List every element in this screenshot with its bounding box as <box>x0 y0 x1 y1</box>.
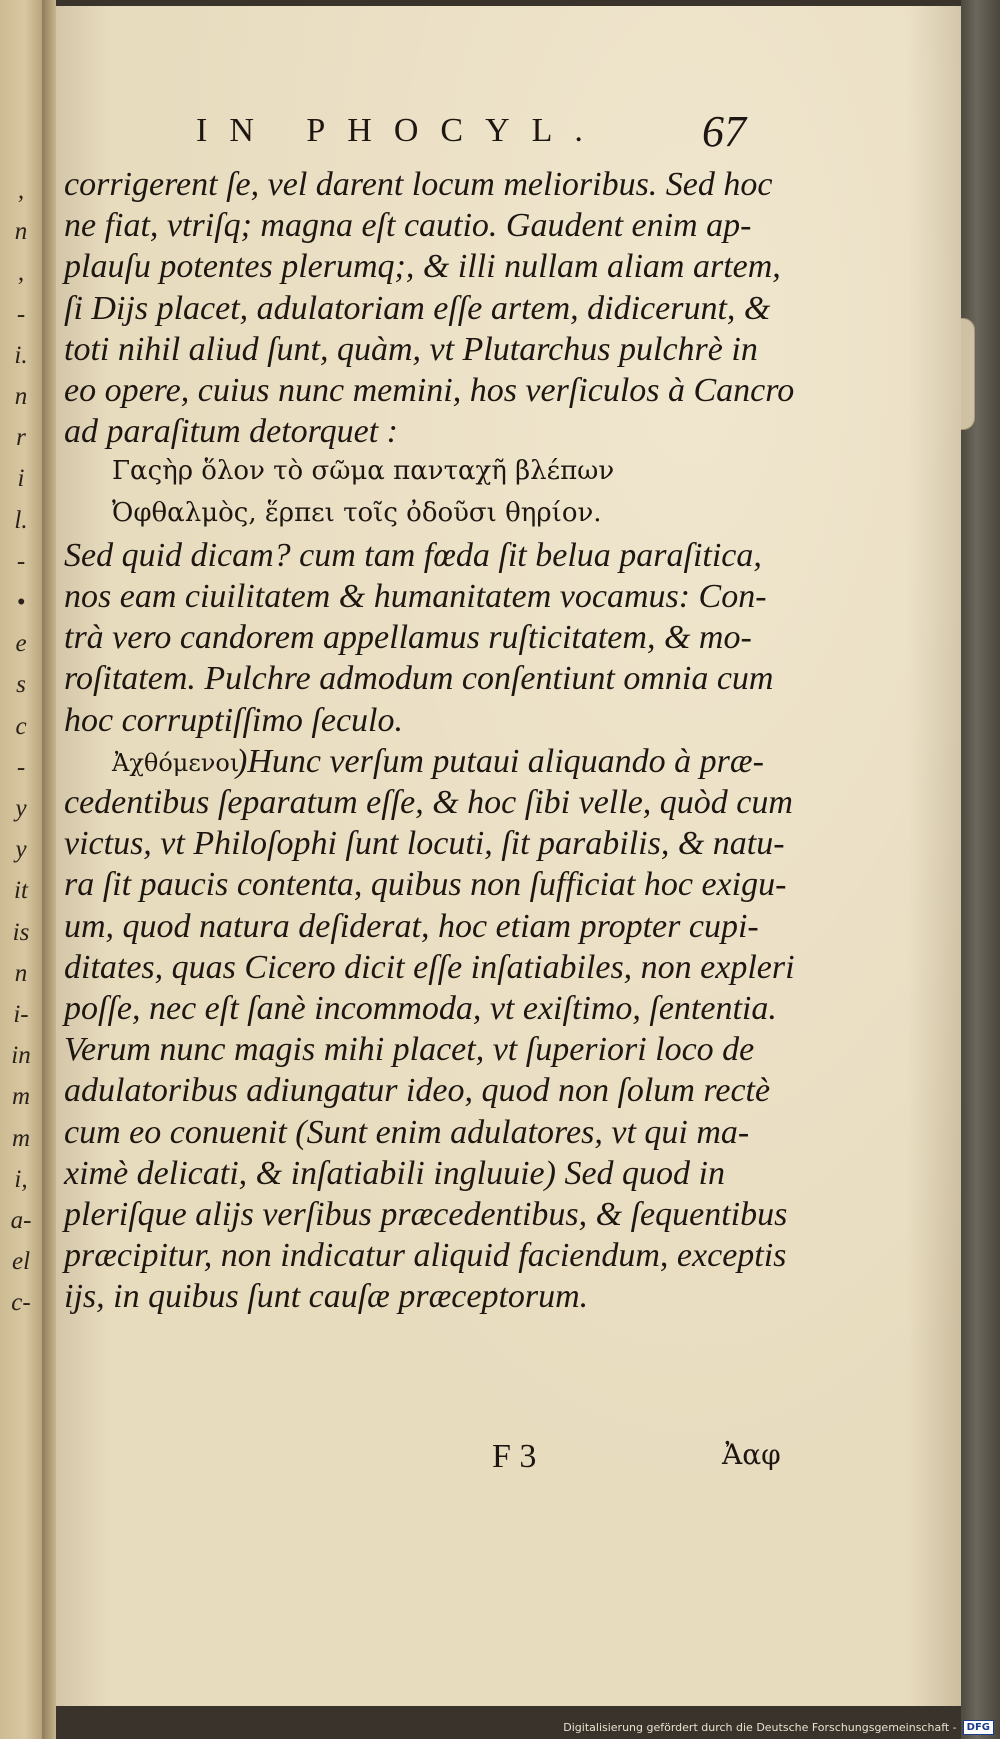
dfg-logo: DFG <box>963 1720 994 1735</box>
signature-mark: F 3 <box>492 1438 537 1475</box>
text-line: pleriſque alijs verſibus præcedentibus, & ſequentibus <box>64 1196 788 1233</box>
margin-fragment: l. <box>14 506 28 534</box>
text-line: cum eo conuenit (Sunt enim adulatores, vt qui ma- <box>64 1113 750 1151</box>
digitization-credit <box>563 1718 994 1736</box>
text-line: hoc corruptiſſimo ſeculo. <box>64 701 404 739</box>
text-line: præcipitur, non indicatur aliquid faciendum, exceptis <box>64 1237 787 1275</box>
margin-fragment: • <box>16 589 26 616</box>
margin-fragment: it <box>14 877 28 905</box>
margin-fragment: n <box>14 383 28 410</box>
margin-fragment: m <box>11 1124 31 1152</box>
text-line: ne fiat, vtriſq; magna eſt cautio. Gaudent enim ap- <box>64 207 752 245</box>
text-line: )Hunc verſum putaui aliquando à præ- <box>236 742 764 780</box>
margin-fragment: y <box>15 795 27 822</box>
margin-fragment: y <box>15 836 27 864</box>
margin-fragment: is <box>12 918 30 946</box>
text-line: ditates, quas Cicero dicit eſſe inſatiabiles, non expleri <box>64 948 795 986</box>
text-line: Verum nunc magis mihi placet, vt ſuperiori loco de <box>64 1031 755 1069</box>
margin-fragment: r <box>16 424 26 452</box>
text-line: ſi Dijs placet, adulatoriam eſſe artem, didicerunt, & <box>64 289 771 327</box>
greek-verse-line: Γαςὴρ ὅλον τὸ σῶμα πανταχῆ βλέπων <box>112 456 615 487</box>
text-line: Sed quid dicam? cum tam fœda ſit belua paraſitica, <box>64 536 762 574</box>
greek-lemma: Ἀχθόμενοι <box>112 748 240 777</box>
margin-fragment: s <box>16 671 26 699</box>
margin-fragment: - <box>16 753 26 781</box>
book-gutter <box>42 0 56 1739</box>
margin-fragment: a- <box>10 1207 32 1234</box>
text-line: toti nihil aliud ſunt, quàm, vt Plutarchus pulchrè in <box>64 330 758 368</box>
margin-fragment: in <box>11 1042 31 1070</box>
credit-text: Digitalisierung gefördert durch die Deutsche Forschungsgemeinschaft - <box>563 1720 957 1734</box>
margin-fragment: i- <box>13 1001 29 1028</box>
margin-fragment: i, <box>14 1165 28 1193</box>
text-line: nos eam ciuilitatem & humanitatem vocamus: Con- <box>64 578 767 615</box>
text-line: trà vero candorem appellamus ruſticitatem, & mo- <box>64 619 752 657</box>
text-line: roſitatem. Pulchre admodum conſentiunt omnia cum <box>64 660 774 698</box>
margin-fragment: m <box>11 1083 31 1111</box>
text-line: adulatoribus adiungatur ideo, quod non ſolum rectè <box>64 1072 771 1110</box>
catchword: Ἀαφ <box>722 1438 781 1471</box>
margin-fragment: n <box>14 959 28 987</box>
text-line: um, quod natura deſiderat, hoc etiam propter cupi- <box>64 907 759 945</box>
book-board-edge <box>961 0 1000 1739</box>
margin-fragment: c <box>15 712 27 740</box>
page-number: 67 <box>702 107 746 156</box>
text-line: plauſu potentes plerumq;, & illi nullam aliam artem, <box>64 248 781 286</box>
margin-fragment: - <box>16 300 26 328</box>
text-line: ra ſit paucis contenta, quibus non ſufficiat hoc exigu- <box>64 866 787 904</box>
margin-fragment: , <box>17 177 25 204</box>
margin-fragment: el <box>11 1248 31 1276</box>
greek-verse-line: Ὀφθαλμὸς, ἕρπει τοῖς ὀδοῦσι θηρίον. <box>112 497 602 528</box>
running-head: IN PHOCYL. <box>196 112 605 149</box>
margin-fragment: i <box>17 465 25 493</box>
text-line: ximè delicati, & inſatiabili ingluuie) Sed quod in <box>64 1154 726 1192</box>
text-line: corrigerent ſe, vel darent locum melioribus. Sed hoc <box>64 166 773 203</box>
text-line: victus, vt Philoſophi ſunt locuti, ſit parabilis, & natu- <box>64 825 785 863</box>
text-line: ad paraſitum detorquet : <box>64 413 398 451</box>
margin-fragment: c- <box>11 1289 31 1317</box>
margin-fragment: n <box>14 218 28 246</box>
text-line: cedentibus ſeparatum eſſe, & hoc ſibi velle, quòd cum <box>64 784 793 821</box>
margin-fragment: e <box>15 630 27 658</box>
margin-fragment: - <box>16 547 26 575</box>
text-line: poſſe, nec eſt ſanè incommoda, vt exiſtimo, ſententia. <box>64 990 777 1027</box>
text-line: eo opere, cuius nunc memini, hos verſiculos à Cancro <box>64 372 795 409</box>
margin-fragment: , <box>17 259 25 287</box>
text-line: ijs, in quibus ſunt cauſæ præceptorum. <box>64 1278 589 1316</box>
margin-fragment: i. <box>14 341 28 369</box>
